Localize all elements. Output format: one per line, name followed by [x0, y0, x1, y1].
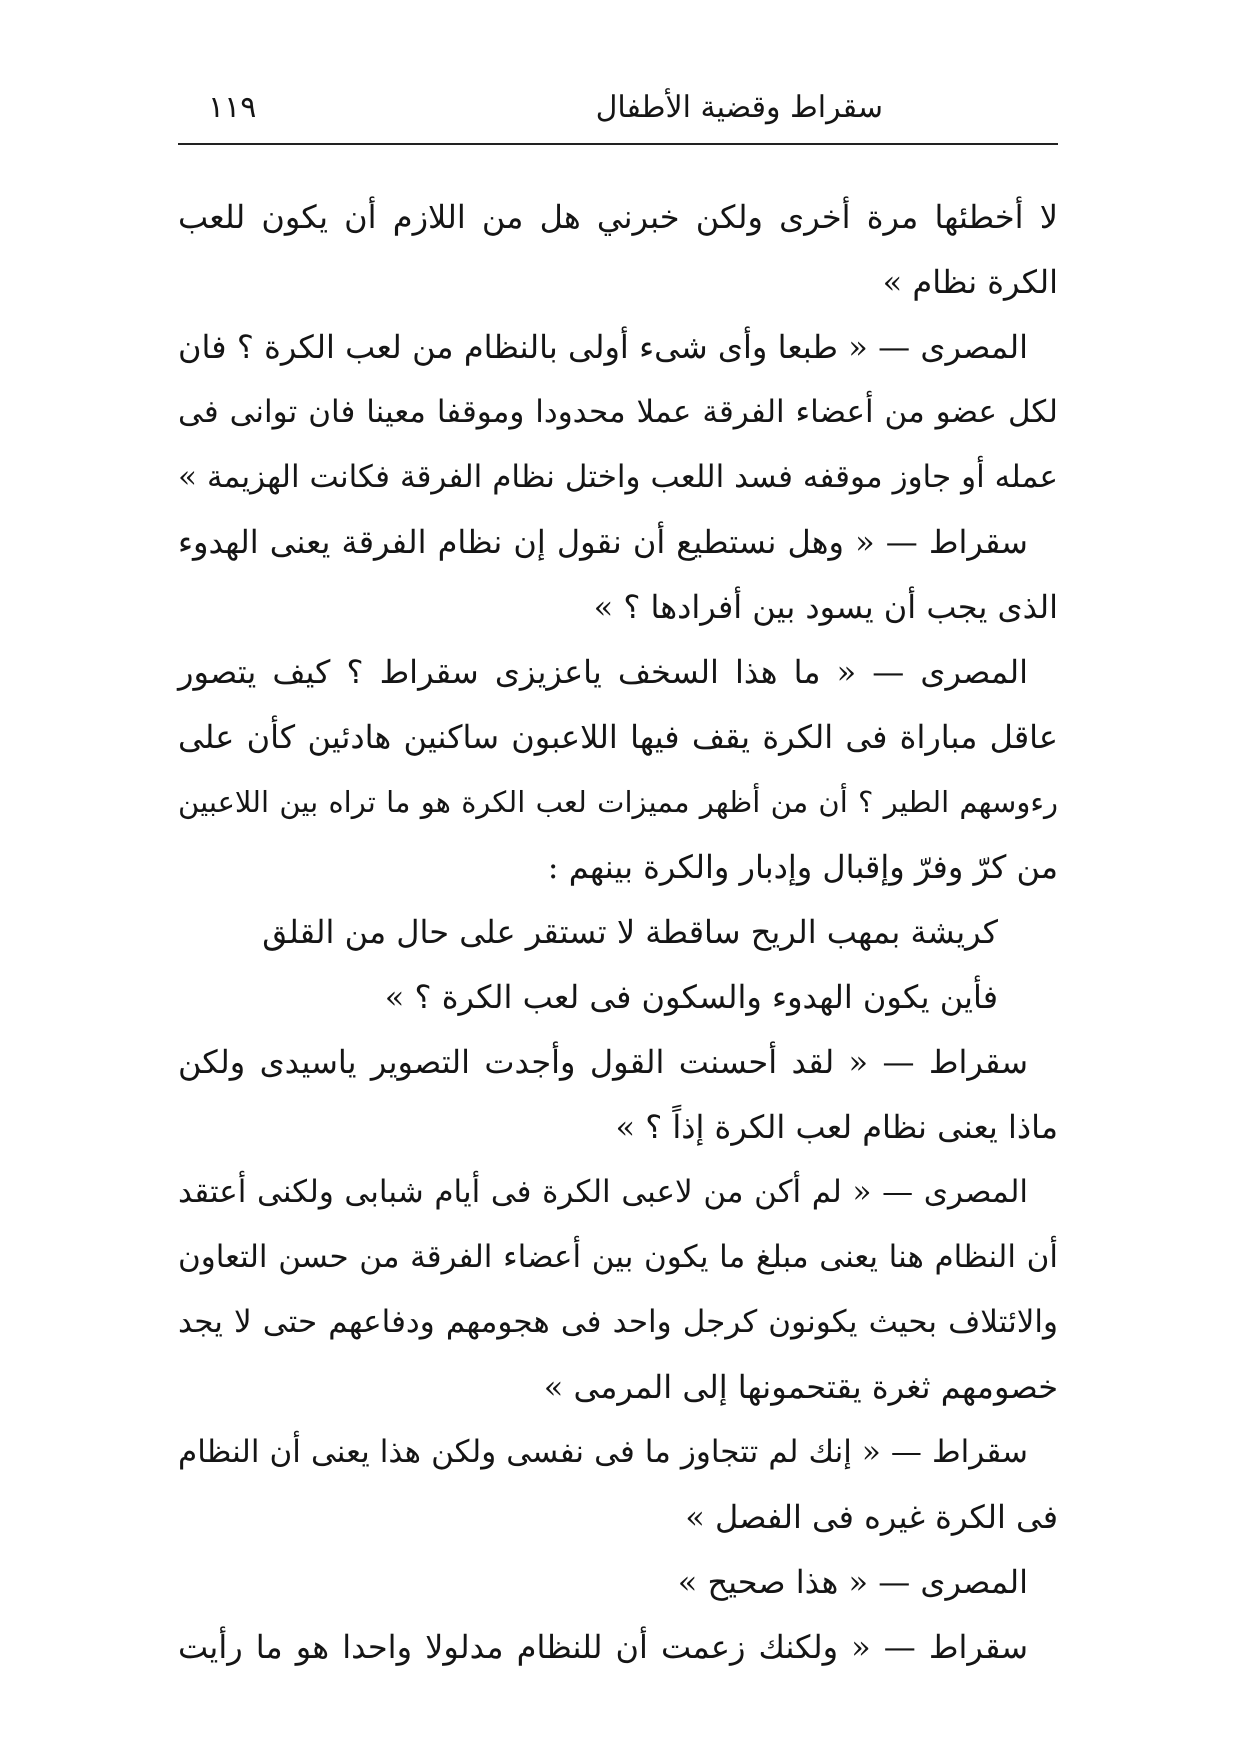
text-line: عمله أو جاوز موقفه فسد اللعب واختل نظام الفرقة فكانت الهزيمة » [178, 459, 1058, 495]
page-number: ١١٩ [208, 90, 257, 125]
text-line: والائتلاف بحيث يكونون كرجل واحد فى هجومهم ودفاعهم حتى لا يجد [178, 1304, 1058, 1340]
text-line: المصرى — « ما هذا السخف ياعزيزى سقراط ؟ كيف يتصور [178, 653, 1029, 691]
text-line: رءوسهم الطير ؟ أن من أظهر مميزات لعب الكرة هو ما تراه بين اللاعبين [178, 785, 1058, 819]
text-line: سقراط — « إنك لم تتجاوز ما فى نفسى ولكن هذا يعنى أن النظام [178, 1434, 1028, 1470]
text-line: سقراط — « ولكنك زعمت أن للنظام مدلولا واحدا هو ما رأيت [178, 1628, 1028, 1666]
text-line: المصرى — « لم أكن من لاعبى الكرة فى أيام شبابى ولكنى أعتقد [178, 1174, 1028, 1210]
text-line: الكرة نظام » [882, 263, 1058, 301]
text-line: سقراط — « لقد أحسنت القول وأجدت التصوير ياسيدى ولكن [178, 1043, 1028, 1081]
text-line: المصرى — « طبعا وأى شىء أولى بالنظام من لعب الكرة ؟ فان [178, 328, 1028, 366]
text-line: لكل عضو من أعضاء الفرقة عملا محدودا وموقفا معينا فان توانى فى [178, 394, 1058, 430]
text-line: أن النظام هنا يعنى مبلغ ما يكون بين أعضاء الفرقة من حسن التعاون [178, 1239, 1058, 1275]
text-line: المصرى — « هذا صحيح » [677, 1563, 1028, 1601]
text-line: ماذا يعنى نظام لعب الكرة إذاً ؟ » [615, 1108, 1058, 1146]
page-header [178, 78, 1058, 138]
body-text [178, 185, 1058, 1680]
text-line: فأين يكون الهدوء والسكون فى لعب الكرة ؟ » [384, 978, 998, 1016]
text-line: خصومهم ثغرة يقتحمونها إلى المرمى » [543, 1368, 1058, 1406]
text-line: الذى يجب أن يسود بين أفرادها ؟ » [593, 588, 1058, 626]
text-line: من كرّ وفرّ وإقبال وإدبار والكرة بينهم : [547, 848, 1058, 886]
text-line: عاقل مباراة فى الكرة يقف فيها اللاعبون ساكنين هادئين كأن على [178, 718, 1058, 756]
running-title: سقراط وقضية الأطفال [595, 90, 883, 125]
text-line: سقراط — « وهل نستطيع أن نقول إن نظام الفرقة يعنى الهدوء [178, 523, 1028, 561]
header-rule [178, 143, 1058, 145]
verse-line: كريشة بمهب الريح ساقطة لا تستقر على حال من القلق [262, 913, 998, 951]
text-line: لا أخطئها مرة أخرى ولكن خبرني هل من اللازم أن يكون للعب [178, 198, 1058, 236]
text-line: فى الكرة غيره فى الفصل » [685, 1498, 1058, 1536]
